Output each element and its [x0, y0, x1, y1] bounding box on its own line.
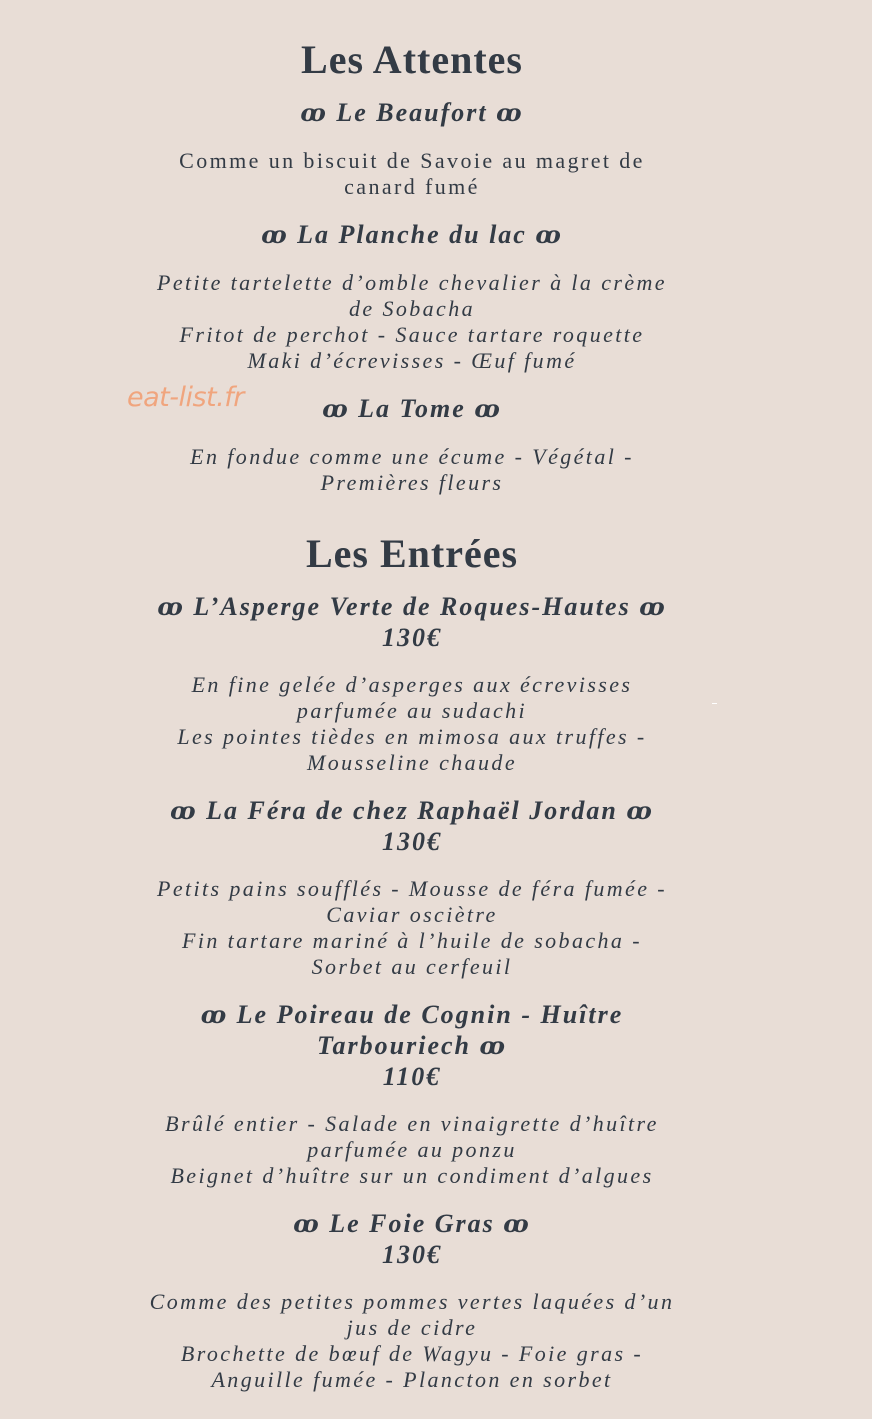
- ornament-left-icon: ꝏ: [200, 1003, 229, 1029]
- dish-title: Tarbouriech: [317, 1031, 471, 1060]
- ornament-right-icon: ꝏ: [496, 101, 524, 127]
- description-line: En fine gelée d’asperges aux écrevisses: [191, 672, 633, 697]
- ornament-right-icon: ꝏ: [474, 397, 502, 423]
- description-line: canard fumé: [344, 174, 480, 199]
- ornament-left-icon: ꝏ: [322, 397, 350, 423]
- dish-title: La Planche du lac: [297, 220, 527, 249]
- dish-price: 110€: [382, 1062, 442, 1091]
- description-line: Beignet d’huître sur un condiment d’algues: [170, 1163, 654, 1188]
- ornament-left-icon: ꝏ: [293, 1212, 321, 1238]
- dish-price: 130€: [382, 827, 442, 856]
- ornament-right-icon: ꝏ: [479, 1034, 507, 1060]
- watermark-text: eat-list.fr: [127, 382, 244, 413]
- dish-name-beaufort: [112, 98, 712, 129]
- dish-price: 130€: [382, 623, 442, 652]
- dish-description: [102, 444, 722, 496]
- dish-title: La Tome: [358, 394, 466, 423]
- dish-description: [102, 876, 722, 980]
- ornament-right-icon: ꝏ: [535, 223, 563, 249]
- dish-title: Le Beaufort: [336, 98, 488, 127]
- description-line: Sorbet au cerfeuil: [311, 954, 513, 979]
- ornament-left-icon: ꝏ: [300, 101, 328, 127]
- section-title-entrees: Les Entrées: [305, 531, 519, 576]
- ornament-left-icon: ꝏ: [157, 595, 185, 621]
- dish-title: L’Asperge Verte de Roques-Hautes: [193, 592, 631, 621]
- description-line: jus de cidre: [346, 1315, 478, 1340]
- description-line: Fritot de perchot - Sauce tartare roquette: [179, 322, 645, 347]
- description-line: Les pointes tièdes en mimosa aux truffes -: [177, 724, 647, 749]
- dish-name-foie-gras: [112, 1209, 712, 1270]
- decorative-speck: [712, 703, 717, 704]
- description-line: parfumée au ponzu: [307, 1137, 517, 1162]
- description-line: Anguille fumée - Plancton en sorbet: [211, 1367, 613, 1392]
- ornament-left-icon: ꝏ: [170, 799, 198, 825]
- description-line: Comme des petites pommes vertes laquées d’un: [149, 1289, 675, 1314]
- description-line: Fin tartare mariné à l’huile de sobacha -: [182, 928, 642, 953]
- dish-name-poireau: [112, 1000, 712, 1092]
- dish-description: [102, 1111, 722, 1189]
- description-line: Brûlé entier - Salade en vinaigrette d’huître: [165, 1111, 659, 1136]
- dish-description: [102, 270, 722, 374]
- dish-description: [102, 672, 722, 776]
- dish-name-fera: [112, 796, 712, 857]
- dish-description: [102, 148, 722, 200]
- description-line: Caviar osciètre: [326, 902, 498, 927]
- dish-price: 130€: [382, 1240, 442, 1269]
- description-line: Comme un biscuit de Savoie au magret de: [179, 148, 645, 173]
- description-line: En fondue comme une écume - Végétal -: [190, 444, 634, 469]
- ornament-right-icon: ꝏ: [639, 595, 667, 621]
- description-line: parfumée au sudachi: [296, 698, 528, 723]
- description-line: Petite tartelette d’omble chevalier à la crème: [157, 270, 667, 295]
- description-line: de Sobacha: [348, 296, 476, 321]
- dish-title: La Féra de chez Raphaël Jordan: [206, 796, 618, 825]
- dish-title: Le Foie Gras: [329, 1209, 495, 1238]
- ornament-left-icon: ꝏ: [261, 223, 289, 249]
- description-line: Maki d’écrevisses - Œuf fumé: [247, 348, 577, 373]
- ornament-right-icon: ꝏ: [503, 1212, 531, 1238]
- ornament-right-icon: ꝏ: [626, 799, 654, 825]
- dish-description: [102, 1289, 722, 1393]
- dish-title: Le Poireau de Cognin - Huître: [236, 1000, 624, 1029]
- description-line: Petits pains soufflés - Mousse de féra fumée -: [157, 876, 667, 901]
- description-line: Premières fleurs: [320, 470, 504, 495]
- section-title-attentes: Les Attentes: [301, 37, 523, 82]
- description-line: Brochette de bœuf de Wagyu - Foie gras -: [180, 1341, 644, 1366]
- description-line: Mousseline chaude: [306, 750, 518, 775]
- dish-name-planche: [112, 220, 712, 251]
- dish-name-asperge: [112, 592, 712, 653]
